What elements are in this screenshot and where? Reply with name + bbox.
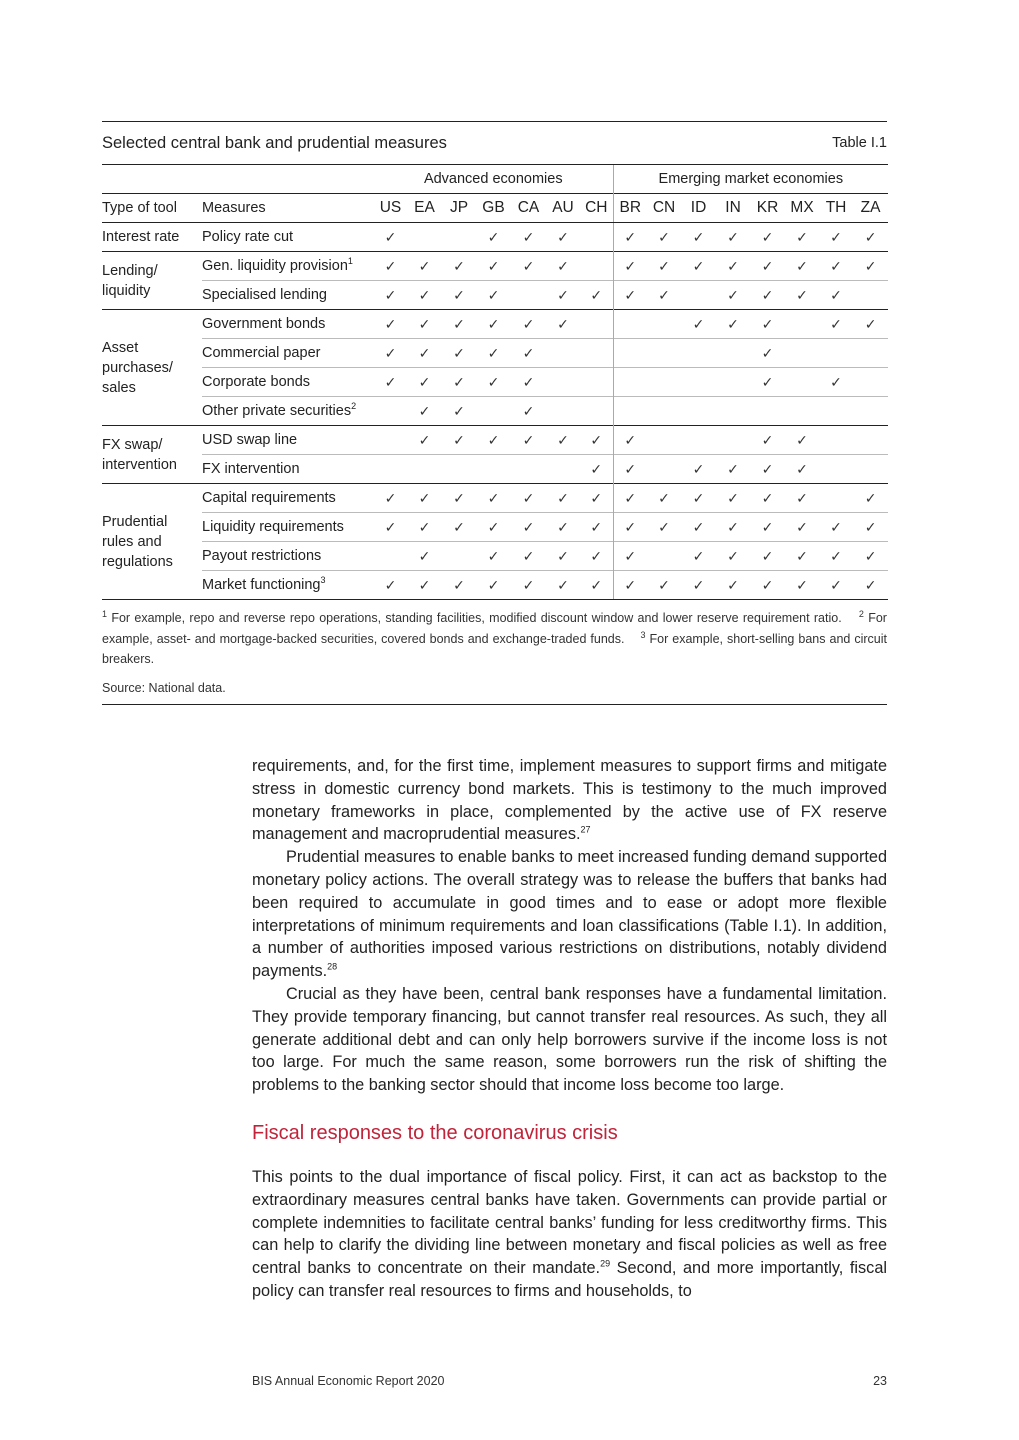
check-icon: ✓ — [819, 252, 853, 281]
empty-cell — [613, 339, 647, 368]
check-icon: ✓ — [374, 571, 407, 600]
check-icon: ✓ — [750, 252, 785, 281]
table-bottom-rule — [102, 704, 887, 705]
empty-cell — [853, 339, 888, 368]
empty-cell — [476, 455, 511, 484]
check-icon: ✓ — [442, 281, 476, 310]
check-icon: ✓ — [681, 455, 716, 484]
check-icon: ✓ — [613, 223, 647, 252]
footnote-marker: 1 — [347, 256, 353, 267]
section-heading: Fiscal responses to the coronavirus crisis — [252, 1121, 618, 1144]
empty-cell — [580, 252, 613, 281]
empty-cell — [785, 310, 819, 339]
group-emerging: Emerging market economies — [613, 165, 888, 194]
check-icon: ✓ — [511, 542, 546, 571]
check-icon: ✓ — [750, 542, 785, 571]
table-row — [102, 571, 888, 600]
check-icon: ✓ — [442, 513, 476, 542]
table-row — [102, 368, 888, 397]
measure-label: Policy rate cut — [202, 223, 374, 252]
group-header-row — [102, 165, 888, 194]
measure-label: USD swap line — [202, 426, 374, 455]
check-icon: ✓ — [785, 571, 819, 600]
check-icon: ✓ — [476, 542, 511, 571]
measure-label: FX intervention — [202, 455, 374, 484]
check-icon: ✓ — [407, 397, 442, 426]
check-icon: ✓ — [546, 513, 580, 542]
tool-type: Lending/ liquidity — [102, 252, 202, 310]
body-text — [252, 755, 887, 1303]
empty-cell — [442, 455, 476, 484]
check-icon: ✓ — [546, 223, 580, 252]
empty-cell — [546, 455, 580, 484]
check-icon: ✓ — [407, 484, 442, 513]
check-icon: ✓ — [819, 571, 853, 600]
footnote-2: $^2$ For example, asset- and mortgage-backed securities, covered bonds and exchange-traded funds. — [102, 608, 887, 646]
paragraph-4: This points to the dual importance of fiscal policy. First, it can act as backstop to the extraordinary measures central banks have taken. Governments can provide partial or complete indemnities to facilitate central banks’ funding for less creditworthy firms. This can help to clarify the dividing line between monetary and fiscal policies as well as free central banks to concentrate on their mandate.$^{29}$ Second, and more importantly, fiscal policy can transfer real resources to firms and households, to — [252, 1167, 887, 1300]
check-icon: ✓ — [442, 571, 476, 600]
empty-cell — [750, 397, 785, 426]
check-icon: ✓ — [442, 310, 476, 339]
check-icon: ✓ — [613, 281, 647, 310]
table-row — [102, 310, 888, 339]
empty-cell — [647, 368, 681, 397]
check-icon: ✓ — [476, 339, 511, 368]
empty-cell — [819, 339, 853, 368]
check-icon: ✓ — [511, 397, 546, 426]
empty-cell — [442, 542, 476, 571]
check-icon: ✓ — [785, 223, 819, 252]
empty-cell — [819, 426, 853, 455]
empty-cell — [546, 368, 580, 397]
empty-cell — [407, 455, 442, 484]
check-icon: ✓ — [511, 368, 546, 397]
check-icon: ✓ — [613, 513, 647, 542]
check-icon: ✓ — [785, 426, 819, 455]
empty-cell — [785, 397, 819, 426]
check-icon: ✓ — [511, 339, 546, 368]
check-icon: ✓ — [647, 571, 681, 600]
check-icon: ✓ — [546, 542, 580, 571]
check-icon: ✓ — [476, 484, 511, 513]
check-icon: ✓ — [580, 426, 613, 455]
measure-label: Commercial paper — [202, 339, 374, 368]
measure-label: Liquidity requirements — [202, 513, 374, 542]
empty-cell — [546, 339, 580, 368]
check-icon: ✓ — [407, 513, 442, 542]
col-ch: CH — [580, 194, 613, 223]
empty-cell — [716, 397, 750, 426]
paragraph-2: Prudential measures to enable banks to meet increased funding demand supported monetary policy actions. The overall strategy was to release the buffers that banks had been required to accumulate in good times and to ease or adopt more flexible interpretations of minimum requirements and loan classifications (Table I.1). In addition, a number of authorities imposed various restrictions on distributions, notably dividend payments.$^{28}$ — [252, 848, 887, 981]
check-icon: ✓ — [716, 281, 750, 310]
check-icon: ✓ — [580, 513, 613, 542]
check-icon: ✓ — [511, 571, 546, 600]
empty-cell — [647, 455, 681, 484]
empty-cell — [647, 542, 681, 571]
col-jp: JP — [442, 194, 476, 223]
empty-cell — [681, 397, 716, 426]
col-measures: Measures — [202, 194, 374, 223]
check-icon: ✓ — [681, 310, 716, 339]
check-icon: ✓ — [750, 571, 785, 600]
check-icon: ✓ — [407, 252, 442, 281]
tool-type: Prudential rules and regulations — [102, 484, 202, 600]
check-icon: ✓ — [750, 426, 785, 455]
empty-cell — [647, 339, 681, 368]
check-icon: ✓ — [476, 571, 511, 600]
measure-label: Gen. liquidity provision$^1$ — [202, 252, 374, 281]
table-row — [102, 426, 888, 455]
footnote-3: $^3$ For example, short-selling bans and circuit breakers. — [102, 629, 887, 666]
table-title-row — [102, 121, 887, 164]
empty-cell — [374, 455, 407, 484]
check-icon: ✓ — [476, 310, 511, 339]
check-icon: ✓ — [853, 484, 888, 513]
tool-type: FX swap/ intervention — [102, 426, 202, 484]
check-icon: ✓ — [613, 542, 647, 571]
tool-type: Interest rate — [102, 223, 202, 252]
check-icon: ✓ — [785, 513, 819, 542]
empty-cell — [853, 397, 888, 426]
check-icon: ✓ — [511, 310, 546, 339]
check-icon: ✓ — [716, 310, 750, 339]
check-icon: ✓ — [546, 281, 580, 310]
empty-cell — [647, 310, 681, 339]
col-in: IN — [716, 194, 750, 223]
measure-label: Market functioning$^3$ — [202, 571, 374, 600]
measure-label: Payout restrictions — [202, 542, 374, 571]
empty-cell — [613, 397, 647, 426]
empty-cell — [613, 310, 647, 339]
empty-cell — [613, 368, 647, 397]
page-number: 23 — [873, 1374, 887, 1388]
check-icon: ✓ — [853, 513, 888, 542]
check-icon: ✓ — [407, 571, 442, 600]
check-icon: ✓ — [716, 484, 750, 513]
check-icon: ✓ — [476, 426, 511, 455]
check-icon: ✓ — [580, 455, 613, 484]
check-icon: ✓ — [546, 252, 580, 281]
check-icon: ✓ — [546, 484, 580, 513]
empty-cell — [785, 368, 819, 397]
measure-label: Corporate bonds — [202, 368, 374, 397]
check-icon: ✓ — [407, 426, 442, 455]
empty-cell — [476, 397, 511, 426]
check-icon: ✓ — [442, 368, 476, 397]
empty-cell — [647, 397, 681, 426]
check-icon: ✓ — [511, 223, 546, 252]
table-row — [102, 223, 888, 252]
empty-cell — [819, 484, 853, 513]
footnote-ref-28[interactable]: 28 — [327, 961, 338, 972]
table-row — [102, 484, 888, 513]
footer-publication: BIS Annual Economic Report 2020 — [252, 1374, 445, 1388]
table-source: Source: National data. — [102, 680, 226, 695]
check-icon: ✓ — [546, 310, 580, 339]
check-icon: ✓ — [407, 368, 442, 397]
check-icon: ✓ — [613, 252, 647, 281]
col-gb: GB — [476, 194, 511, 223]
check-icon: ✓ — [853, 571, 888, 600]
check-icon: ✓ — [819, 368, 853, 397]
check-icon: ✓ — [853, 542, 888, 571]
check-icon: ✓ — [374, 368, 407, 397]
empty-cell — [681, 426, 716, 455]
check-icon: ✓ — [785, 252, 819, 281]
check-icon: ✓ — [785, 542, 819, 571]
check-icon: ✓ — [853, 223, 888, 252]
empty-cell — [853, 455, 888, 484]
check-icon: ✓ — [853, 310, 888, 339]
col-th: TH — [819, 194, 853, 223]
check-icon: ✓ — [785, 484, 819, 513]
check-icon: ✓ — [476, 252, 511, 281]
empty-cell — [511, 455, 546, 484]
empty-cell — [580, 397, 613, 426]
check-icon: ✓ — [681, 252, 716, 281]
measure-label: Specialised lending — [202, 281, 374, 310]
col-br: BR — [613, 194, 647, 223]
check-icon: ✓ — [374, 513, 407, 542]
check-icon: ✓ — [750, 339, 785, 368]
empty-cell — [374, 426, 407, 455]
check-icon: ✓ — [647, 513, 681, 542]
check-icon: ✓ — [819, 513, 853, 542]
check-icon: ✓ — [374, 223, 407, 252]
check-icon: ✓ — [819, 542, 853, 571]
check-icon: ✓ — [580, 542, 613, 571]
check-icon: ✓ — [546, 426, 580, 455]
check-icon: ✓ — [750, 368, 785, 397]
empty-cell — [716, 339, 750, 368]
page-footer — [252, 1374, 887, 1388]
check-icon: ✓ — [580, 571, 613, 600]
check-icon: ✓ — [511, 513, 546, 542]
empty-cell — [819, 455, 853, 484]
check-icon: ✓ — [647, 281, 681, 310]
check-icon: ✓ — [681, 542, 716, 571]
check-icon: ✓ — [613, 571, 647, 600]
check-icon: ✓ — [750, 455, 785, 484]
table-container — [102, 121, 887, 705]
table-row — [102, 455, 888, 484]
check-icon: ✓ — [853, 252, 888, 281]
check-icon: ✓ — [750, 281, 785, 310]
check-icon: ✓ — [374, 252, 407, 281]
footnote-marker: 2 — [351, 401, 357, 412]
check-icon: ✓ — [442, 426, 476, 455]
empty-cell — [580, 223, 613, 252]
check-icon: ✓ — [819, 310, 853, 339]
empty-cell — [580, 339, 613, 368]
check-icon: ✓ — [716, 252, 750, 281]
empty-cell — [511, 281, 546, 310]
check-icon: ✓ — [546, 571, 580, 600]
check-icon: ✓ — [750, 310, 785, 339]
col-kr: KR — [750, 194, 785, 223]
table-footnotes — [102, 608, 887, 670]
check-icon: ✓ — [511, 484, 546, 513]
check-icon: ✓ — [785, 281, 819, 310]
table-row — [102, 339, 888, 368]
footnote-marker: 3 — [320, 575, 326, 586]
col-au: AU — [546, 194, 580, 223]
table-row — [102, 542, 888, 571]
empty-cell — [580, 368, 613, 397]
empty-cell — [681, 339, 716, 368]
col-ca: CA — [511, 194, 546, 223]
check-icon: ✓ — [647, 484, 681, 513]
table-number: Table I.1 — [832, 135, 887, 151]
empty-cell — [716, 426, 750, 455]
check-icon: ✓ — [374, 484, 407, 513]
measure-label: Other private securities$^2$ — [202, 397, 374, 426]
check-icon: ✓ — [681, 484, 716, 513]
measures-table — [102, 164, 888, 600]
check-icon: ✓ — [407, 281, 442, 310]
check-icon: ✓ — [647, 252, 681, 281]
check-icon: ✓ — [407, 542, 442, 571]
table-body — [102, 223, 888, 600]
check-icon: ✓ — [785, 455, 819, 484]
check-icon: ✓ — [442, 252, 476, 281]
col-mx: MX — [785, 194, 819, 223]
check-icon: ✓ — [750, 484, 785, 513]
empty-cell — [785, 339, 819, 368]
paragraph-3: Crucial as they have been, central bank responses have a fundamental limitation. They provide temporary financing, but cannot transfer real resources. As such, they all generate additional debt and can only help borrowers survive if the income loss is not too large. For much the same reason, some borrowers run the risk of shifting the problems to the banking sector should that income loss become too large. — [252, 984, 887, 1095]
check-icon: ✓ — [681, 223, 716, 252]
measure-label: Government bonds — [202, 310, 374, 339]
check-icon: ✓ — [716, 223, 750, 252]
empty-cell — [407, 223, 442, 252]
col-id: ID — [681, 194, 716, 223]
footnote-ref-27[interactable]: 27 — [580, 824, 591, 835]
tool-type: Asset purchases/ sales — [102, 310, 202, 426]
check-icon: ✓ — [580, 281, 613, 310]
check-icon: ✓ — [476, 513, 511, 542]
check-icon: ✓ — [716, 513, 750, 542]
table-row — [102, 513, 888, 542]
footnote-1: $^1$ For example, repo and reverse repo operations, standing facilities, modified discount window and lower reserve requirement ratio. — [102, 608, 842, 625]
col-ea: EA — [407, 194, 442, 223]
table-row — [102, 252, 888, 281]
check-icon: ✓ — [750, 513, 785, 542]
empty-cell — [546, 397, 580, 426]
check-icon: ✓ — [407, 339, 442, 368]
check-icon: ✓ — [681, 513, 716, 542]
footnote-ref-29[interactable]: 29 — [600, 1258, 611, 1269]
measure-label: Capital requirements — [202, 484, 374, 513]
check-icon: ✓ — [580, 484, 613, 513]
check-icon: ✓ — [613, 455, 647, 484]
check-icon: ✓ — [511, 426, 546, 455]
empty-cell — [580, 310, 613, 339]
check-icon: ✓ — [442, 339, 476, 368]
table-row — [102, 397, 888, 426]
empty-cell — [681, 368, 716, 397]
check-icon: ✓ — [511, 252, 546, 281]
check-icon: ✓ — [374, 339, 407, 368]
check-icon: ✓ — [442, 397, 476, 426]
empty-cell — [442, 223, 476, 252]
table-row — [102, 281, 888, 310]
paragraph-1: requirements, and, for the first time, implement measures to support firms and mitigate stress in domestic currency bond markets. This is testimony to the much improved monetary frameworks in place, complemented by the active use of FX reserve management and macroprudential measures.$^{27}$ — [252, 757, 887, 844]
check-icon: ✓ — [476, 368, 511, 397]
check-icon: ✓ — [716, 571, 750, 600]
check-icon: ✓ — [613, 426, 647, 455]
empty-cell — [681, 281, 716, 310]
check-icon: ✓ — [819, 281, 853, 310]
empty-cell — [853, 426, 888, 455]
group-advanced: Advanced economies — [374, 165, 613, 194]
column-header-row — [102, 194, 888, 223]
check-icon: ✓ — [750, 223, 785, 252]
check-icon: ✓ — [681, 571, 716, 600]
check-icon: ✓ — [407, 310, 442, 339]
check-icon: ✓ — [476, 281, 511, 310]
check-icon: ✓ — [613, 484, 647, 513]
check-icon: ✓ — [476, 223, 511, 252]
check-icon: ✓ — [819, 223, 853, 252]
check-icon: ✓ — [442, 484, 476, 513]
col-cn: CN — [647, 194, 681, 223]
col-type-of-tool: Type of tool — [102, 194, 202, 223]
col-za: ZA — [853, 194, 888, 223]
empty-cell — [374, 542, 407, 571]
check-icon: ✓ — [374, 310, 407, 339]
empty-cell — [374, 397, 407, 426]
check-icon: ✓ — [716, 455, 750, 484]
empty-cell — [647, 426, 681, 455]
empty-cell — [716, 368, 750, 397]
check-icon: ✓ — [716, 542, 750, 571]
table-title: Selected central bank and prudential measures — [102, 133, 447, 152]
check-icon: ✓ — [647, 223, 681, 252]
empty-cell — [819, 397, 853, 426]
check-icon: ✓ — [374, 281, 407, 310]
empty-cell — [853, 281, 888, 310]
empty-cell — [853, 368, 888, 397]
col-us: US — [374, 194, 407, 223]
